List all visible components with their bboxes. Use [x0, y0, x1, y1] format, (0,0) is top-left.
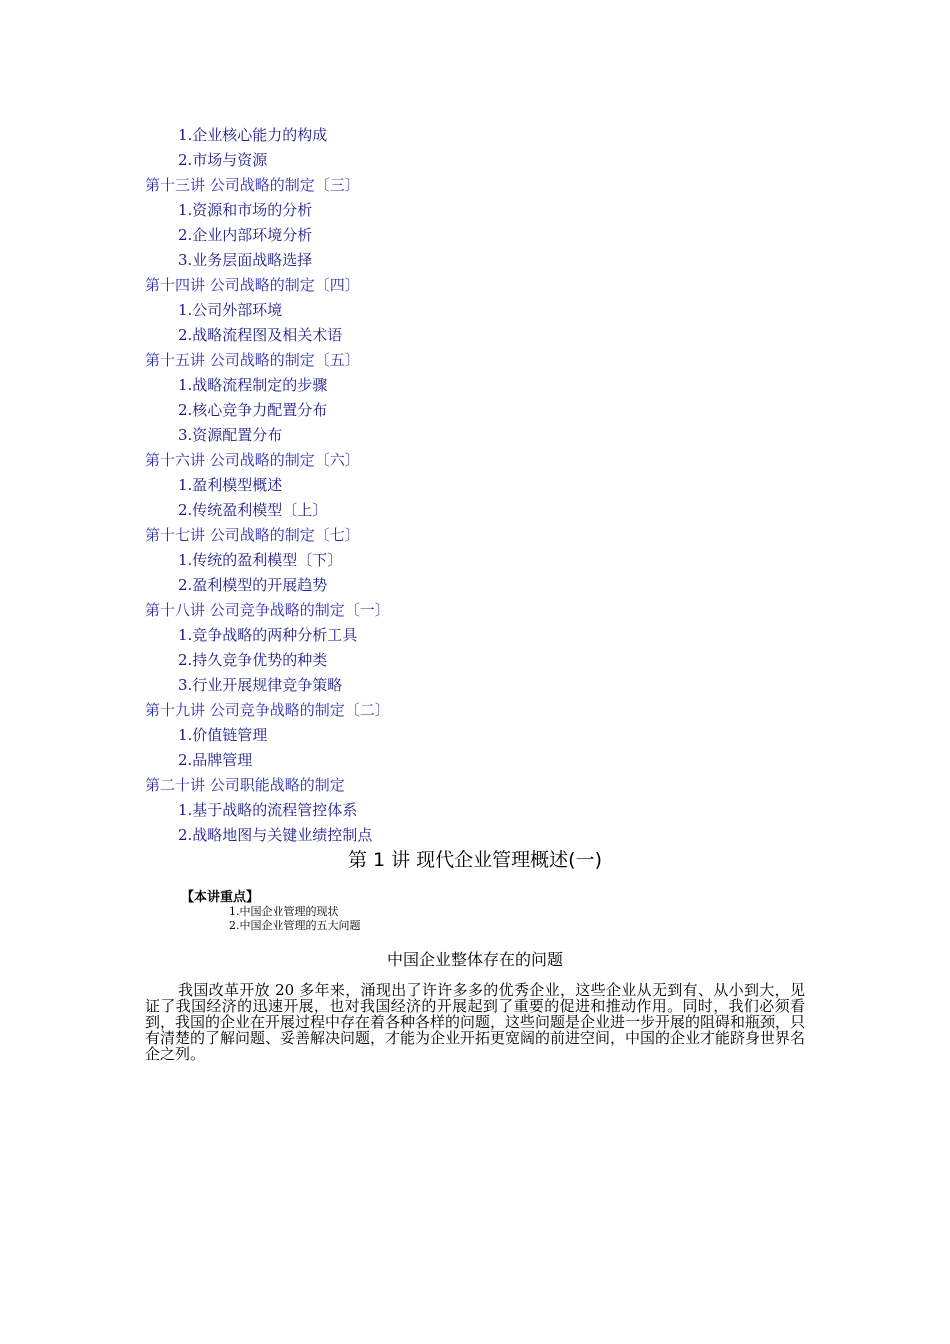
toc-item — [0, 423, 950, 448]
toc-chapter-text: 第十六讲 公司战略的制定〔六〕 — [145, 451, 360, 469]
toc-item-text: 1.企业核心能力的构成 — [178, 126, 328, 144]
lecture-title: 第 1 讲 现代企业管理概述(一) — [347, 849, 603, 871]
toc-chapter-text: 第十四讲 公司战略的制定〔四〕 — [145, 276, 360, 294]
toc-item-text: 2.品牌管理 — [178, 751, 253, 769]
toc-chapter — [0, 773, 950, 798]
toc-item — [0, 548, 950, 573]
toc-chapter-text: 第十三讲 公司战略的制定〔三〕 — [145, 176, 360, 194]
toc-item-text: 2.传统盈利模型〔上〕 — [178, 501, 328, 519]
toc-item — [0, 323, 950, 348]
toc-item-text: 1.价值链管理 — [178, 726, 268, 744]
toc-item-text: 3.资源配置分布 — [178, 426, 283, 444]
toc-item — [0, 298, 950, 323]
toc-item-text: 2.市场与资源 — [178, 151, 268, 169]
body-paragraph: 我国改革开放 20 多年来，涌现出了许许多多的优秀企业，这些企业从无到有、从小到大，见证了我国经济的迅速开展，也对我国经济的开展起到了重要的促进和推动作用。同时，我们必须看到，我国的企业在开展过程中存在着各种各样的问题，这些问题是企业进一步开展的阻碍和瓶颈，只有清楚的了解问题、妥善解决问题，才能为企业开拓更宽阔的前进空间，中国的企业才能跻身世界名企之列。 — [145, 981, 806, 1063]
toc-item — [0, 498, 950, 523]
toc-item — [0, 648, 950, 673]
toc-chapter — [0, 273, 950, 298]
toc-item-text: 3.行业开展规律竞争策略 — [178, 676, 343, 694]
section-title: 中国企业整体存在的问题 — [386, 950, 563, 969]
toc-item-text: 1.盈利模型概述 — [178, 476, 283, 494]
toc-item-text: 3.业务层面战略选择 — [178, 251, 313, 269]
toc-item — [0, 798, 950, 823]
focus-item: 2.中国企业管理的五大问题 — [229, 919, 361, 932]
toc-chapter — [0, 598, 950, 623]
toc-item — [0, 723, 950, 748]
focus-label: 【本讲重点】 — [181, 890, 260, 905]
toc-item — [0, 748, 950, 773]
toc-item — [0, 673, 950, 698]
toc-item — [0, 398, 950, 423]
focus-item: 1.中国企业管理的现状 — [229, 905, 339, 918]
toc-chapter — [0, 448, 950, 473]
toc-item-text: 1.竞争战略的两种分析工具 — [178, 626, 358, 644]
table-of-contents — [0, 123, 950, 848]
toc-item-text: 1.传统的盈利模型〔下〕 — [178, 551, 343, 569]
toc-chapter-text: 第十五讲 公司战略的制定〔五〕 — [145, 351, 360, 369]
toc-item — [0, 148, 950, 173]
toc-item-text: 1.资源和市场的分析 — [178, 201, 313, 219]
toc-chapter — [0, 348, 950, 373]
toc-item-text: 2.战略流程图及相关术语 — [178, 326, 343, 344]
toc-item — [0, 473, 950, 498]
toc-item — [0, 223, 950, 248]
toc-item — [0, 123, 950, 148]
toc-item-text: 1.公司外部环境 — [178, 301, 283, 319]
toc-chapter-text: 第十八讲 公司竞争战略的制定〔一〕 — [145, 601, 390, 619]
toc-item — [0, 248, 950, 273]
toc-item-text: 2.持久竞争优势的种类 — [178, 651, 328, 669]
toc-item — [0, 198, 950, 223]
toc-item — [0, 373, 950, 398]
toc-chapter — [0, 173, 950, 198]
toc-item-text: 2.企业内部环境分析 — [178, 226, 313, 244]
toc-chapter-text: 第十七讲 公司战略的制定〔七〕 — [145, 526, 360, 544]
toc-item — [0, 623, 950, 648]
toc-chapter — [0, 698, 950, 723]
toc-item-text: 2.盈利模型的开展趋势 — [178, 576, 328, 594]
toc-item-text: 1.战略流程制定的步骤 — [178, 376, 328, 394]
toc-chapter-text: 第十九讲 公司竞争战略的制定〔二〕 — [145, 701, 390, 719]
toc-chapter — [0, 523, 950, 548]
toc-item-text: 2.战略地图与关键业绩控制点 — [178, 826, 373, 844]
toc-chapter-text: 第二十讲 公司职能战略的制定 — [145, 776, 345, 794]
toc-item — [0, 573, 950, 598]
toc-item-text: 1.基于战略的流程管控体系 — [178, 801, 358, 819]
toc-item-text: 2.核心竞争力配置分布 — [178, 401, 328, 419]
